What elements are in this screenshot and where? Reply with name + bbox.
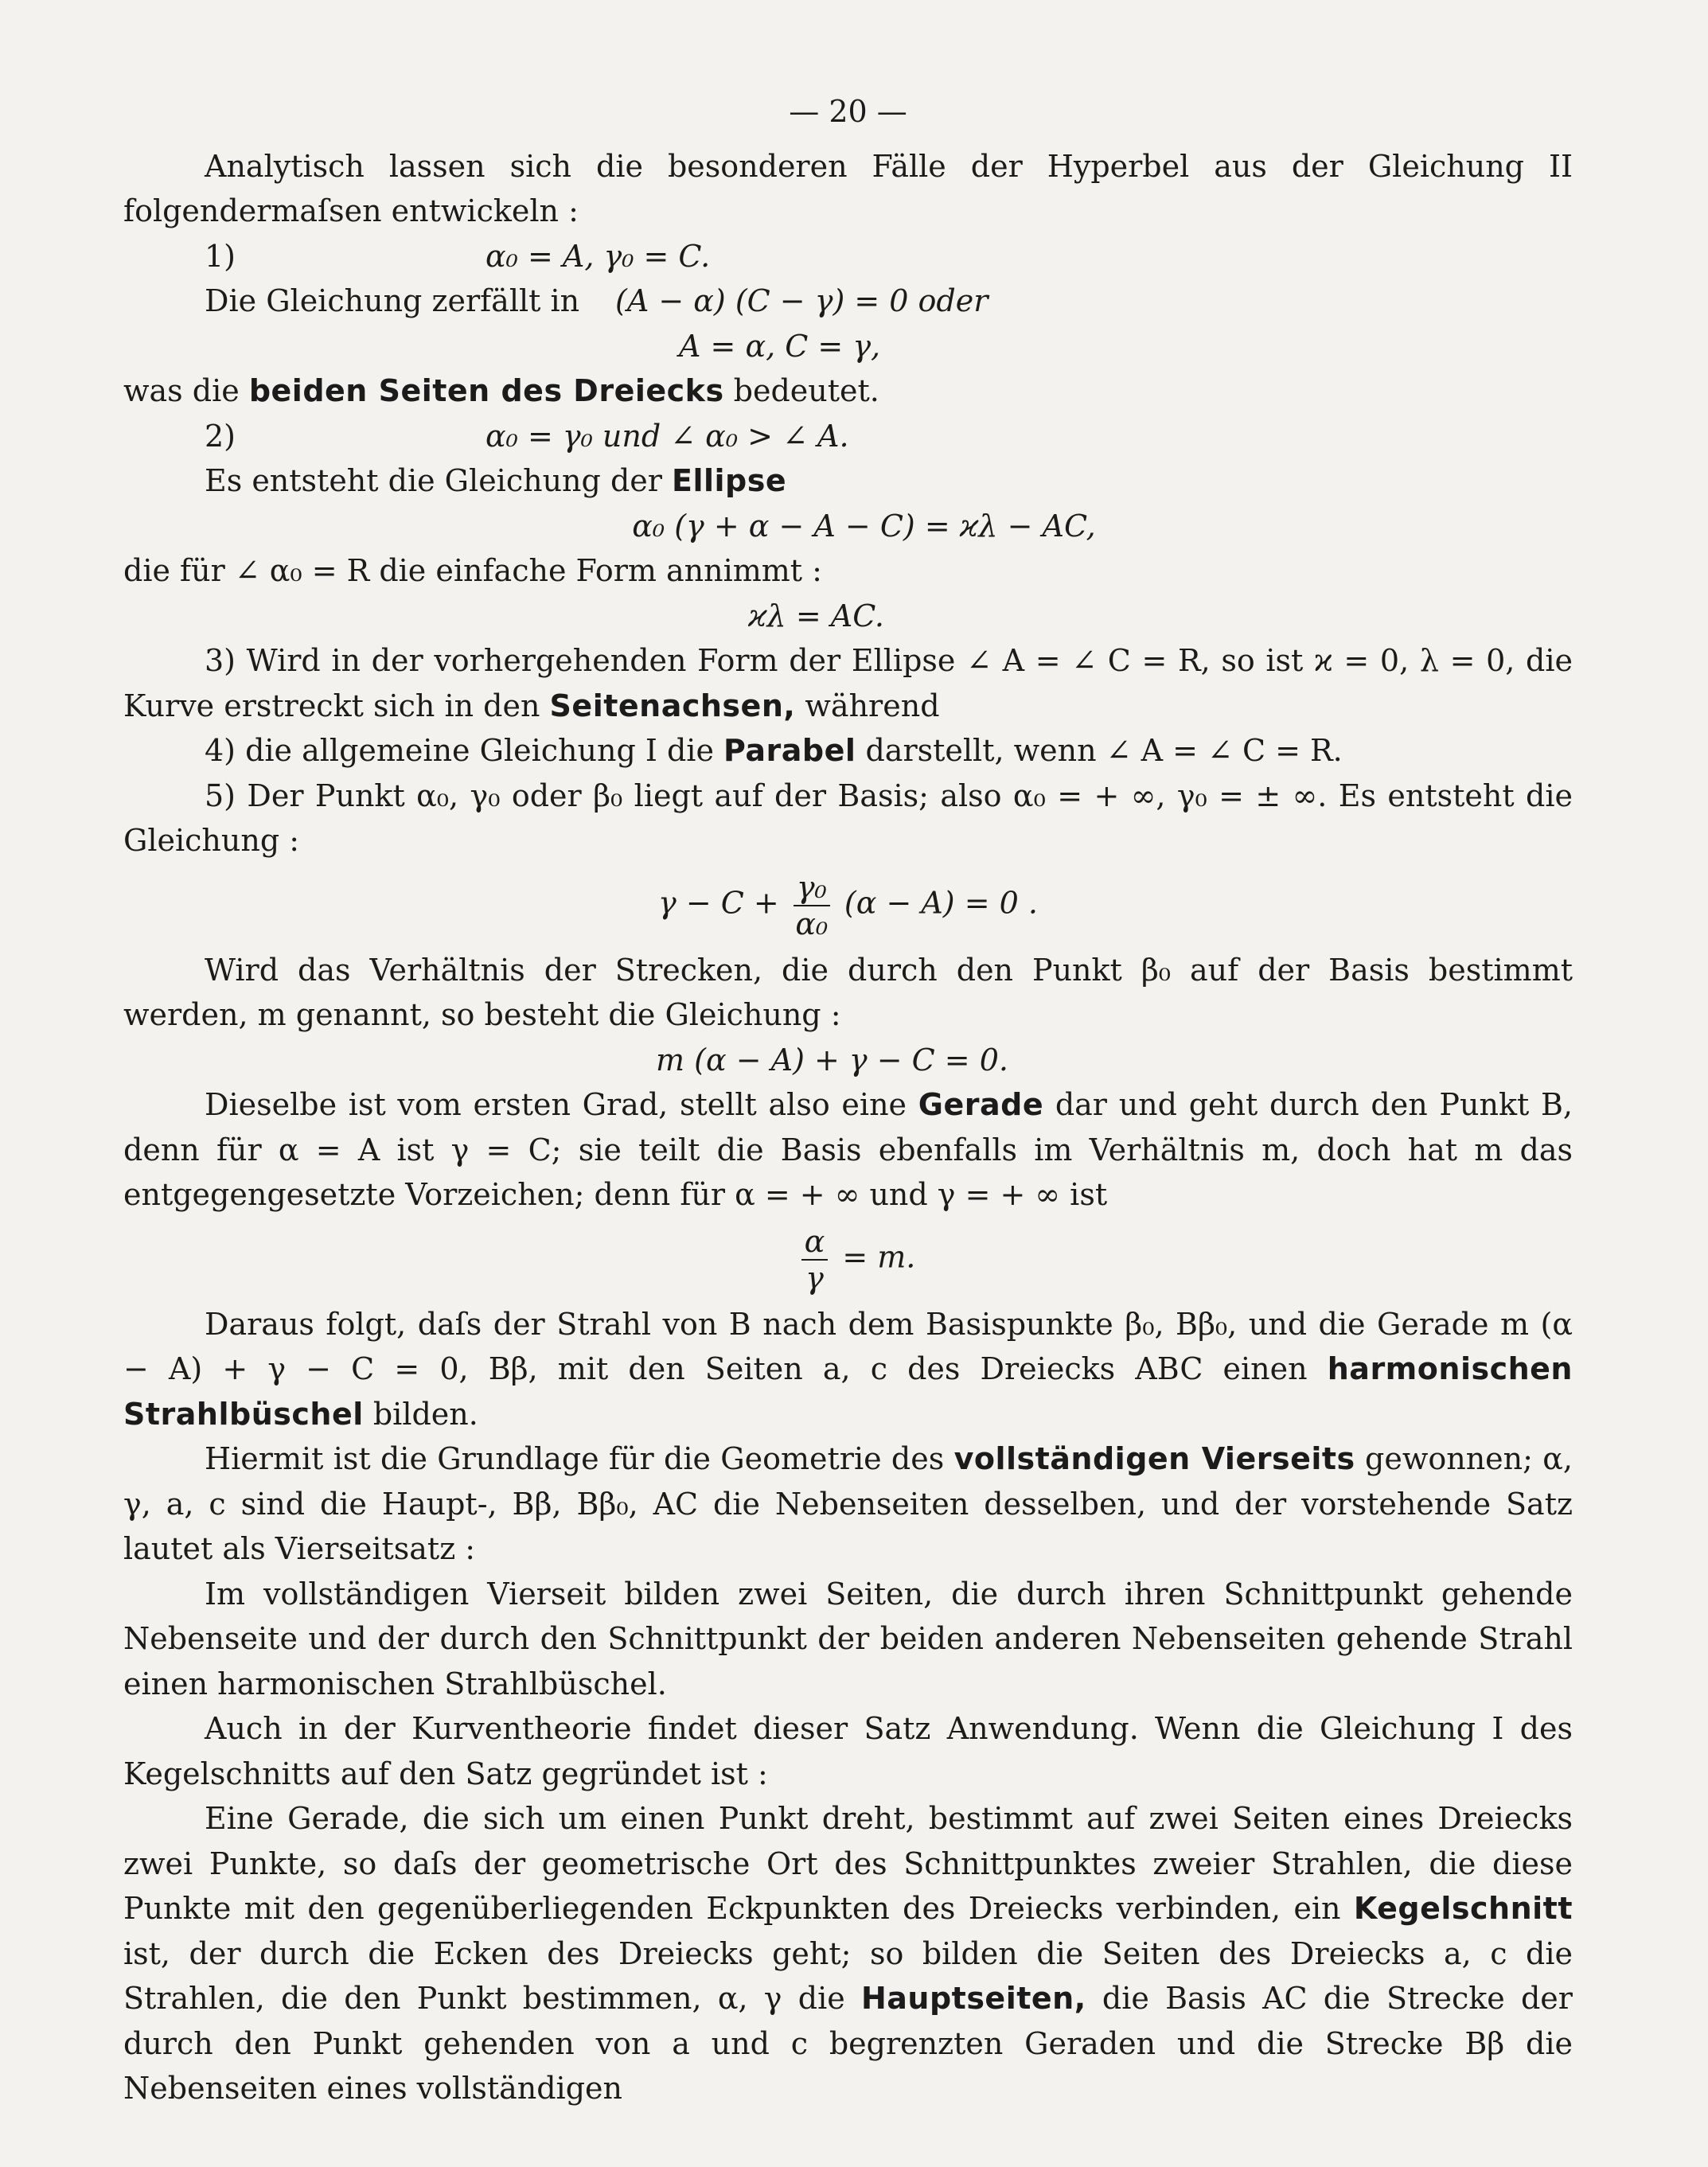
- case-2-label: 2): [205, 418, 236, 454]
- ratio-paragraph: Wird das Verhältnis der Strecken, die durch den Punkt β₀ auf der Basis bestimmt werden, m genannt, so besteht die Gleichung :: [123, 952, 1573, 1032]
- case-1-equation-1: (A − α) (C − γ) = 0 oder: [615, 283, 989, 318]
- case-4-line: 4) die allgemeine Gleichung I die Parabel darstellt, wenn ∠ A = ∠ C = R.: [205, 733, 1343, 768]
- page-number: — 20 —: [789, 94, 907, 129]
- bold-term-kegelschnitt: Kegelschnitt: [1353, 1891, 1573, 1926]
- case-2-equation-1: α₀ (γ + α − A − C) = ϰλ − AC,: [632, 508, 1096, 544]
- case-1-row: [123, 234, 1573, 279]
- case-1-condition: α₀ = A, γ₀ = C.: [485, 238, 711, 274]
- case-1-equation-2: A = α, C = γ,: [679, 328, 881, 364]
- case-5-equation: γ − C + $\frac{\text{γ₀}}{\text{α₀}}$ (α − A) = 0 .: [658, 869, 1038, 941]
- bold-term-seitenachsen: Seitenachsen,: [549, 688, 796, 723]
- case-2-condition: α₀ = γ₀ und ∠ α₀ > ∠ A.: [485, 418, 849, 454]
- case-1-eq2-row: [123, 324, 1573, 369]
- ratio-equation: $\frac{\alpha}{\gamma}$ = m.: [123, 1224, 1573, 1296]
- vierseitsatz-paragraph: Im vollständigen Vierseit bilden zwei Seiten, die durch ihren Schnittpunkt gehende Nebenseite und der durch den Schnittpunkt der beiden anderen Nebenseiten gehende Strahl einen harmonischen Strahlbüschel.: [123, 1576, 1573, 1701]
- case-5-paragraph: 5) Der Punkt α₀, γ₀ oder β₀ liegt auf der Basis; also α₀ = + ∞, γ₀ = ± ∞. Es entsteht die Gleichung :: [123, 778, 1573, 858]
- kurventheorie-paragraph: Auch in der Kurventheorie findet dieser Satz Anwendung. Wenn die Gleichung I des Kegelschnitts auf den Satz gegründet ist :: [123, 1711, 1573, 1791]
- bold-term-gerade: Gerade: [918, 1087, 1044, 1122]
- bold-term-beiden-seiten: beiden Seiten des Dreiecks: [248, 373, 724, 408]
- case-2-text-2: die für ∠ α₀ = R die einfache Form annimmt :: [123, 553, 822, 588]
- fraction-gamma0-alpha0: $\frac{\text{γ₀}}{\text{α₀}}$: [794, 870, 830, 941]
- fraction-alpha-gamma: $\frac{\alpha}{\gamma}$: [801, 1224, 829, 1296]
- case-1-text-row: [123, 279, 1573, 324]
- line-equation: m (α − A) + γ − C = 0.: [656, 1042, 1008, 1078]
- kegelschnitt-paragraph: Eine Gerade, die sich um einen Punkt dreht, bestimmt auf zwei Seiten eines Dreiecks zwei Punkte, so daſs der geometrische Ort des Schnittpunktes zweier Strahlen, die diese Punkte mit den gegenüberliegenden Eckpunkten des Dreiecks verbinden, ein Kegelschnitt ist, der durch die Ecken des Dreiecks geht; so bilden die Seiten des Dreiecks a, c die Strahlen, die den Punkt bestimmen, α, γ die Hauptseiten, die Basis AC die Strecke der durch den Punkt gehenden von a und c begrenzten Geraden und die Strecke Bβ die Nebenseiten eines vollständigen: [123, 1801, 1573, 2106]
- hiermit-paragraph: Hiermit ist die Grundlage für die Geometrie des vollständigen Vierseits gewonnen; α, γ, a, c sind die Haupt-, Bβ, Bβ₀, AC die Nebenseiten desselben, und der vorstehende Satz lautet als Vierseitsatz :: [123, 1441, 1573, 1566]
- case-1-text: Die Gleichung zerfällt in: [205, 283, 580, 318]
- case-2-row: [123, 414, 1573, 459]
- case-2-text: Es entsteht die Gleichung der Ellipse: [205, 463, 787, 498]
- gerade-paragraph: Dieselbe ist vom ersten Grad, stellt also eine Gerade dar und geht durch den Punkt B, denn für α = A ist γ = C; sie teilt die Basis ebenfalls im Verhältnis m, doch hat m das entgegengesetzte Vorzeichen; denn für α = + ∞ und γ = + ∞ ist: [123, 1087, 1573, 1212]
- bold-term-vollstaendigen-vierseits: vollständigen Vierseits: [953, 1441, 1355, 1476]
- bold-term-ellipse: Ellipse: [672, 463, 787, 498]
- bold-term-parabel: Parabel: [723, 733, 856, 768]
- bold-term-harmonischen-strahlbueschel: harmonischen Strahlbüschel: [123, 1351, 1573, 1432]
- case-1-result: was die beiden Seiten des Dreiecks bedeutet.: [123, 373, 879, 408]
- case-2-equation-2: ϰλ = AC.: [747, 598, 885, 633]
- case-1-label: 1): [205, 238, 236, 274]
- case-3-paragraph: 3) Wird in der vorhergehenden Form der Ellipse ∠ A = ∠ C = R, so ist ϰ = 0, λ = 0, die Kurve erstreckt sich in den Seitenachsen, während: [123, 643, 1573, 723]
- bold-term-hauptseiten: Hauptseiten,: [860, 1981, 1086, 2016]
- intro-paragraph: Analytisch lassen sich die besonderen Fälle der Hyperbel aus der Gleichung II folgendermaſsen entwickeln :: [123, 148, 1573, 228]
- daraus-paragraph: Daraus folgt, daſs der Strahl von B nach dem Basispunkte β₀, Bβ₀, und die Gerade m (α − A) + γ − C = 0, Bβ, mit den Seiten a, c des Dreiecks ABC einen harmonischen Strahlbüschel bilden.: [123, 1306, 1573, 1432]
